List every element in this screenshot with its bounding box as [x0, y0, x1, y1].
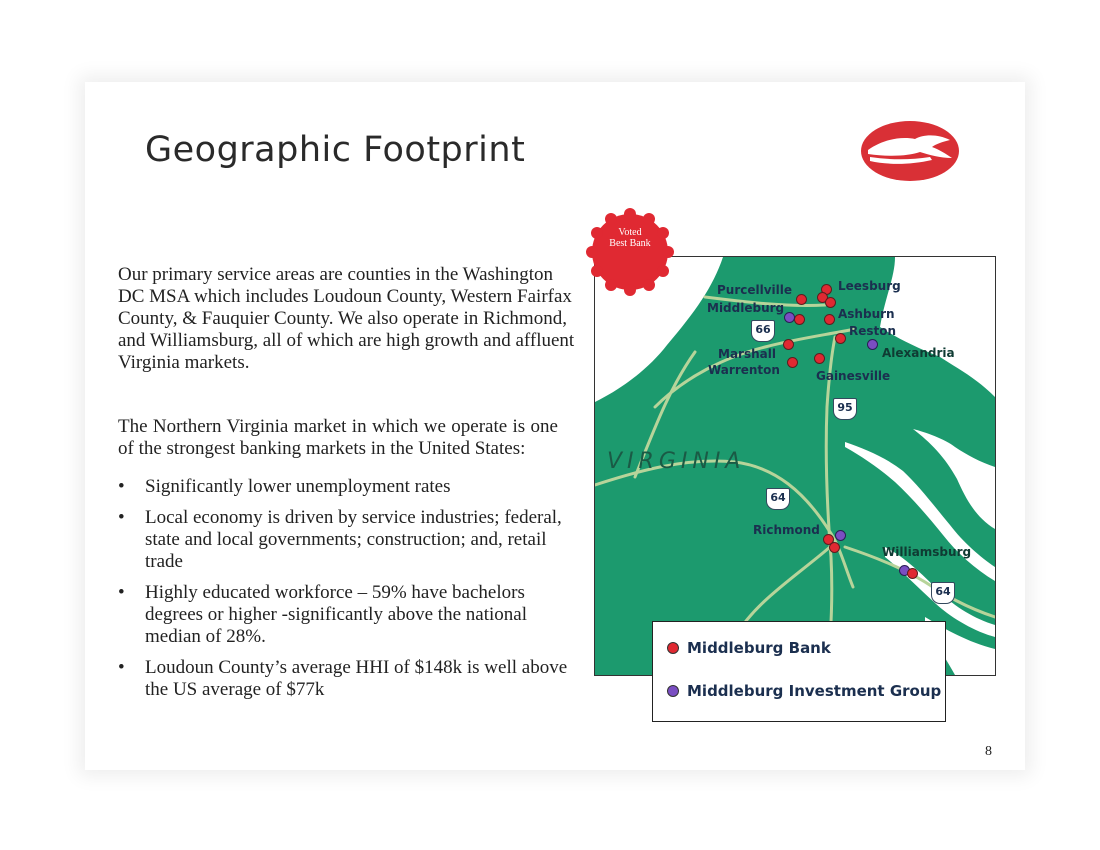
- bullet-list: [118, 476, 578, 710]
- bank-location-marker: [783, 339, 794, 350]
- bank-location-marker: [787, 357, 798, 368]
- city-label-leesburg: Leesburg: [838, 279, 901, 293]
- city-label-richmond: Richmond: [753, 523, 820, 537]
- bullet-text: Highly educated workforce – 59% have bachelors degrees or higher -significantly above the national median of 28%.: [145, 582, 527, 647]
- interstate-66-shield-icon: 66: [751, 320, 775, 342]
- legend-marker-red-icon: [667, 642, 679, 654]
- list-item: [118, 582, 578, 648]
- bullet-marker: •: [118, 507, 125, 528]
- bullet-text: Loudoun County’s average HHI of $148k is well above the US average of $77k: [145, 657, 568, 700]
- bank-location-marker: [829, 542, 840, 553]
- bank-location-marker: [825, 297, 836, 308]
- legend-item-investment: [667, 682, 941, 700]
- bank-location-marker: [907, 568, 918, 579]
- bullet-marker: •: [118, 582, 125, 603]
- slide-title: Geographic Footprint: [145, 130, 526, 170]
- city-label-ashburn: Ashburn: [838, 307, 895, 321]
- legend-label-bank: Middleburg Bank: [687, 639, 831, 657]
- interstate-95-shield-icon: 95: [833, 398, 857, 420]
- voted-best-bank-seal: [576, 206, 684, 298]
- investment-location-marker: [835, 530, 846, 541]
- virginia-map: [594, 256, 996, 676]
- bullet-marker: •: [118, 657, 125, 678]
- seal-line-2: Best Bank: [609, 238, 651, 249]
- legend-label-investment: Middleburg Investment Group: [687, 682, 942, 700]
- list-item: [118, 657, 578, 701]
- bank-location-marker: [824, 314, 835, 325]
- page-number: 8: [985, 744, 992, 759]
- market-paragraph: The Northern Virginia market in which we operate is one of the strongest banking markets in the United States:: [118, 416, 558, 459]
- list-item: [118, 507, 578, 573]
- city-label-williamsburg: Williamsburg: [882, 545, 972, 559]
- city-label-purcellville: Purcellville: [717, 283, 793, 297]
- state-label: VIRGINIA: [607, 449, 746, 474]
- investment-location-marker: [784, 312, 795, 323]
- city-label-warrenton: Warrenton: [708, 363, 780, 377]
- investment-location-marker: [867, 339, 878, 350]
- seal-line-1: Voted: [618, 227, 642, 238]
- bank-location-marker: [814, 353, 825, 364]
- list-item: [118, 476, 578, 498]
- bullet-text: Local economy is driven by service industries; federal, state and local governments; construction; and, retail trade: [145, 507, 562, 572]
- bank-location-marker: [796, 294, 807, 305]
- seal-icon: [576, 206, 684, 298]
- bullet-marker: •: [118, 476, 125, 497]
- city-label-middleburg: Middleburg: [707, 301, 785, 315]
- interstate-64-shield-icon: 64: [931, 582, 955, 604]
- map-legend: [652, 621, 946, 722]
- city-label-marshall: Marshall: [718, 347, 776, 361]
- bank-location-marker: [835, 333, 846, 344]
- legend-item-bank: [667, 639, 831, 657]
- company-logo-icon: [860, 120, 960, 182]
- bank-location-marker: [794, 314, 805, 325]
- city-label-reston: Reston: [849, 324, 897, 338]
- bullet-text: Significantly lower unemployment rates: [145, 476, 451, 497]
- intro-paragraph: Our primary service areas are counties in the Washington DC MSA which includes Loudoun County, Western Fairfax County, & Fauquier County. We also operate in Richmond, and Williamsburg, all of which are high growth and affluent Virginia markets.: [118, 264, 575, 373]
- legend-marker-purple-icon: [667, 685, 679, 697]
- interstate-64-shield-icon: 64: [766, 488, 790, 510]
- city-label-gainesville: Gainesville: [816, 369, 891, 383]
- city-label-alexandria: Alexandria: [882, 346, 955, 360]
